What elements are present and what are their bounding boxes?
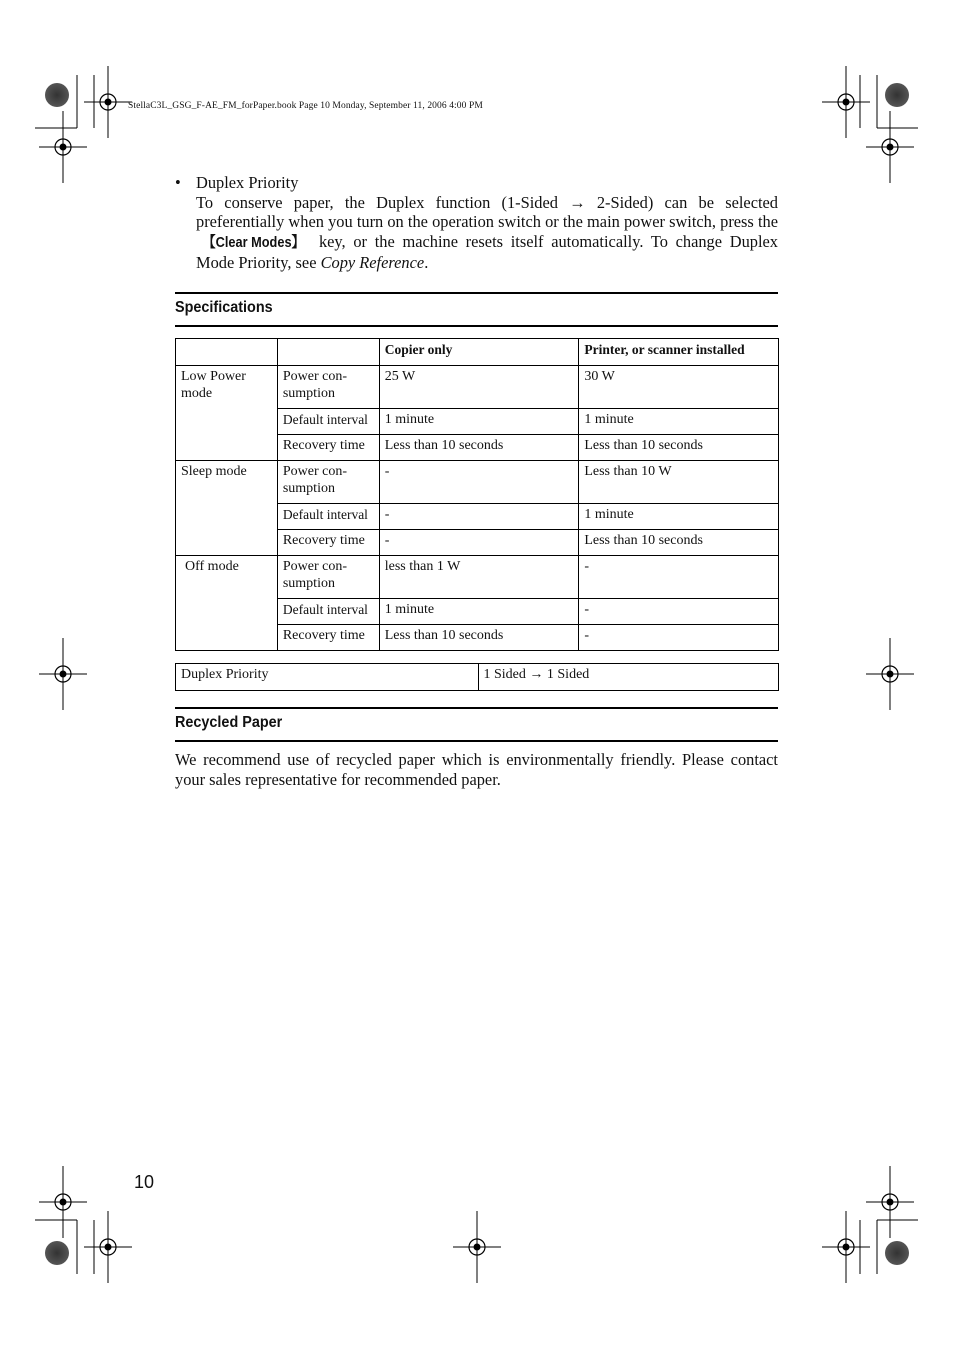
copier-value: Less than 10 seconds bbox=[379, 435, 579, 461]
copier-value: 25 W bbox=[379, 366, 579, 409]
row-item: Default interval bbox=[277, 599, 379, 625]
table-row bbox=[176, 366, 779, 409]
bullet-title: Duplex Priority bbox=[196, 173, 299, 192]
mode-off: Off mode bbox=[176, 556, 278, 651]
recycled-paper-paragraph: We recommend use of recycled paper which is environmentally friendly. Please contact your sales representative for recommended paper. bbox=[175, 750, 778, 789]
copier-value: - bbox=[379, 504, 579, 530]
copier-value: less than 1 W bbox=[379, 556, 579, 599]
row-item: Recovery time bbox=[277, 625, 379, 651]
copier-value: Less than 10 seconds bbox=[379, 625, 579, 651]
printer-value: - bbox=[579, 556, 779, 599]
duplex-priority-table bbox=[175, 663, 779, 691]
printer-value: 1 minute bbox=[579, 409, 779, 435]
bullet-body bbox=[196, 193, 778, 273]
header-copier-only: Copier only bbox=[379, 339, 579, 366]
copier-value: - bbox=[379, 530, 579, 556]
bullet-text-before-key: To conserve paper, the Duplex function (1-Sided → 2-Sided) can be selected preferentially when you turn on the operation switch or the main power switch, press the bbox=[196, 192, 778, 232]
specifications-table bbox=[175, 338, 779, 651]
copier-value: 1 minute bbox=[379, 409, 579, 435]
header-cell-empty-1 bbox=[176, 339, 278, 366]
bullet-end-period: . bbox=[424, 253, 429, 273]
copier-value: - bbox=[379, 461, 579, 504]
mode-sleep: Sleep mode bbox=[176, 461, 278, 556]
specifications-heading: Specifications bbox=[175, 299, 273, 316]
header-printer-scanner: Printer, or scanner installed bbox=[579, 339, 779, 366]
row-item: Recovery time bbox=[277, 435, 379, 461]
duplex-priority-label: Duplex Priority bbox=[176, 664, 479, 691]
table-row bbox=[176, 461, 779, 504]
table-row bbox=[176, 664, 779, 691]
printer-value: 30 W bbox=[579, 366, 779, 409]
mode-low-power: Low Power mode bbox=[176, 366, 278, 461]
file-header-line: StellaC3L_GSG_F-AE_FM_forPaper.book Page 10 Monday, September 11, 2006 4:00 PM bbox=[128, 101, 483, 111]
row-item: Power con-sumption bbox=[277, 556, 379, 599]
copier-value: 1 minute bbox=[379, 599, 579, 625]
clear-modes-key-label: 【Clear Modes】 bbox=[202, 234, 305, 251]
bullet-dot: • bbox=[175, 173, 181, 192]
row-item: Default interval bbox=[277, 504, 379, 530]
printer-value: - bbox=[579, 599, 779, 625]
row-item: Default interval bbox=[277, 409, 379, 435]
printer-value: Less than 10 seconds bbox=[579, 435, 779, 461]
bullet-text-after-key: key, or the machine resets itself automatically. To change Duplex Mode Priority, see bbox=[196, 231, 778, 273]
table-row bbox=[176, 556, 779, 599]
header-cell-empty-2 bbox=[277, 339, 379, 366]
printer-value: Less than 10 seconds bbox=[579, 530, 779, 556]
row-item: Power con-sumption bbox=[277, 366, 379, 409]
table-header-row bbox=[176, 339, 779, 366]
printer-value: Less than 10 W bbox=[579, 461, 779, 504]
duplex-priority-value: 1 Sided → 1 Sided bbox=[478, 664, 779, 691]
printer-value: - bbox=[579, 625, 779, 651]
printer-value: 1 minute bbox=[579, 504, 779, 530]
bullet-title-row bbox=[175, 173, 778, 193]
page-number: 10 bbox=[134, 1172, 155, 1192]
specifications-heading-bar bbox=[175, 292, 778, 327]
row-item: Power con-sumption bbox=[277, 461, 379, 504]
recycled-paper-heading-bar bbox=[175, 707, 778, 742]
recycled-paper-heading: Recycled Paper bbox=[175, 714, 283, 731]
duplex-priority-bullet bbox=[175, 173, 778, 273]
copy-reference-title: Copy Reference bbox=[320, 253, 425, 273]
row-item: Recovery time bbox=[277, 530, 379, 556]
